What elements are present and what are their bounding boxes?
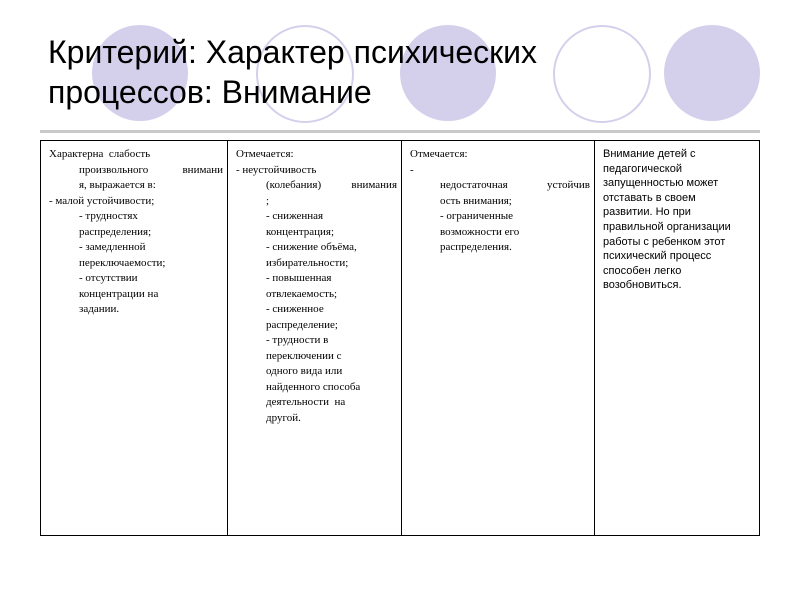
cell-text-line: ; (266, 194, 270, 207)
cell-text-line: развитии. Но при (603, 206, 691, 219)
cell-text-line: психический процесс (603, 250, 712, 263)
cell-text-line: переключении с (266, 349, 342, 362)
cell-text-line: возможности его (440, 225, 520, 238)
cell-text-line: педагогической (603, 162, 682, 175)
cell-text-line: другой. (266, 411, 301, 424)
cell-text-line: распределения. (440, 241, 512, 253)
cell-text-line: (колебания) внимания (266, 179, 397, 191)
cell-text-line: одного вида или (266, 365, 343, 377)
cell-text-line: - трудности в (266, 334, 329, 346)
slide-title-line-2: процессов: Внимание (48, 74, 372, 110)
cell-text-line: избирательности; (266, 256, 349, 269)
table-cell-col-4 (595, 141, 759, 535)
table-cell-col-1 (41, 141, 228, 535)
cell-text-line: - трудностях (79, 210, 138, 222)
cell-text-line: - сниженная (266, 210, 324, 222)
cell-text-line: Характерна слабость (49, 148, 151, 160)
table-cell-col-2 (228, 141, 402, 535)
cell-text-line: распределения; (79, 225, 152, 238)
cell-text-line: - замедленной (79, 241, 146, 253)
cell-text-line: я, выражается в: (79, 179, 156, 191)
cell-text-line: - сниженное (266, 303, 324, 315)
slide-title (48, 32, 748, 112)
cell-text-line: концентрация; (266, 225, 335, 238)
cell-text-line: отвлекаемость; (266, 287, 338, 300)
cell-text-line: возобновиться. (603, 279, 682, 292)
cell-text-line: правильной организации (603, 220, 731, 233)
cell-text-line: - малой устойчивости; (49, 194, 155, 207)
cell-text-line: - (410, 163, 414, 176)
cell-text-line: Отмечается: (410, 148, 468, 160)
criteria-table (40, 140, 760, 536)
cell-text-line: недостаточная устойчив (440, 179, 590, 191)
cell-text-line: ость внимания; (440, 194, 512, 207)
cell-text-line: Отмечается: (236, 148, 294, 160)
cell-text-line: переключаемости; (79, 256, 166, 269)
slide-title-line-1: Критерий: Характер психических (48, 34, 538, 70)
cell-text-line: работы с ребенком этот (603, 235, 726, 248)
cell-text-line: запущенностью может (603, 177, 719, 190)
cell-text-line: - снижение объёма, (266, 241, 357, 253)
cell-text-line: распределение; (266, 318, 338, 331)
cell-text-line: - ограниченные (440, 210, 514, 222)
cell-text-line: - неустойчивость (236, 163, 317, 176)
cell-text-line: деятельности на (266, 396, 346, 408)
title-divider (40, 130, 760, 133)
cell-text-line: задании. (79, 303, 120, 315)
cell-text-line: концентрации на (79, 287, 159, 300)
cell-text-line: найденного способа (266, 380, 361, 393)
cell-text-line: - повышенная (266, 272, 332, 284)
table-cell-col-3 (402, 141, 595, 535)
cell-text-line: произвольного внимани (79, 163, 223, 176)
cell-text-line: способен легко (603, 264, 682, 277)
cell-text-line: - отсутствии (79, 272, 138, 284)
cell-text-line: Внимание детей с (603, 148, 696, 160)
cell-text-line: отставать в своем (603, 191, 696, 204)
